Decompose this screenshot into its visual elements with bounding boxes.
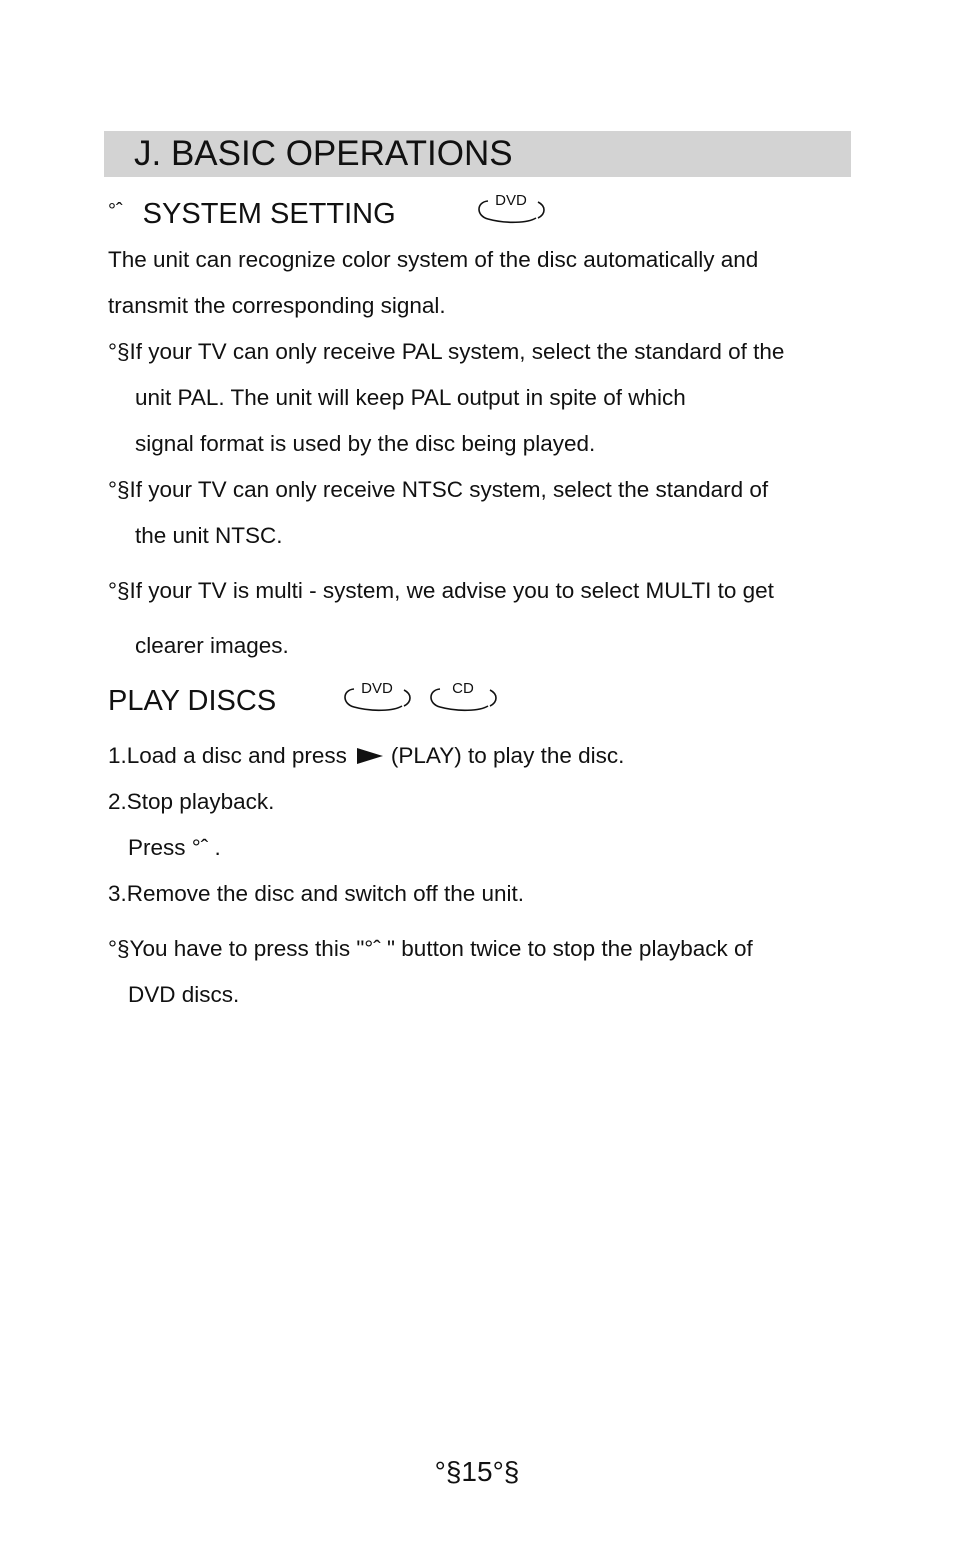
system-setting-heading (108, 194, 396, 231)
dvd-disc-badge-icon (342, 682, 412, 712)
step-1-text: 1.Load a disc and press (108, 743, 347, 768)
page-number: °§15°§ (434, 1456, 520, 1487)
paragraph-line: The unit can recognize color system of the disc automatically and (108, 247, 759, 272)
bullet-continuation: clearer images. (135, 633, 289, 658)
step-1-line (108, 742, 624, 770)
paragraph-line: transmit the corresponding signal. (108, 293, 446, 318)
chapter-title: J. BASIC OPERATIONS (134, 134, 513, 173)
note-continuation: DVD discs. (128, 982, 240, 1007)
step-3-line: 3.Remove the disc and switch off the unit. (108, 881, 525, 906)
play-triangle-icon (357, 748, 383, 764)
cd-disc-badge-icon (428, 682, 498, 712)
step-1-text-after: (PLAY) to play the disc. (390, 743, 625, 768)
dvd-badge-label: DVD (361, 680, 393, 697)
play-discs-title: PLAY DISCS (108, 685, 277, 717)
bullet-continuation: signal format is used by the disc being played. (135, 431, 596, 456)
bullet-line: °§If your TV is multi - system, we advise you to select MULTI to get (108, 578, 774, 603)
heading-bullet: °ˆ (108, 200, 123, 222)
cd-badge-label: CD (452, 680, 474, 697)
chapter-header-bar (104, 131, 851, 177)
bullet-line: °§If your TV can only receive NTSC system, select the standard of (108, 477, 769, 502)
dvd-disc-badge-icon (476, 194, 546, 224)
step-2-press-line: Press °ˆ . (128, 835, 221, 860)
system-setting-title: SYSTEM SETTING (142, 198, 396, 230)
step-2-line: 2.Stop playback. (108, 789, 275, 814)
bullet-continuation: unit PAL. The unit will keep PAL output in spite of which (135, 385, 686, 410)
dvd-badge-label: DVD (495, 192, 527, 209)
bullet-line: °§If your TV can only receive PAL system, select the standard of the (108, 339, 785, 364)
note-line: °§You have to press this "°ˆ " button twice to stop the playback of (108, 936, 753, 961)
bullet-continuation: the unit NTSC. (135, 523, 283, 548)
